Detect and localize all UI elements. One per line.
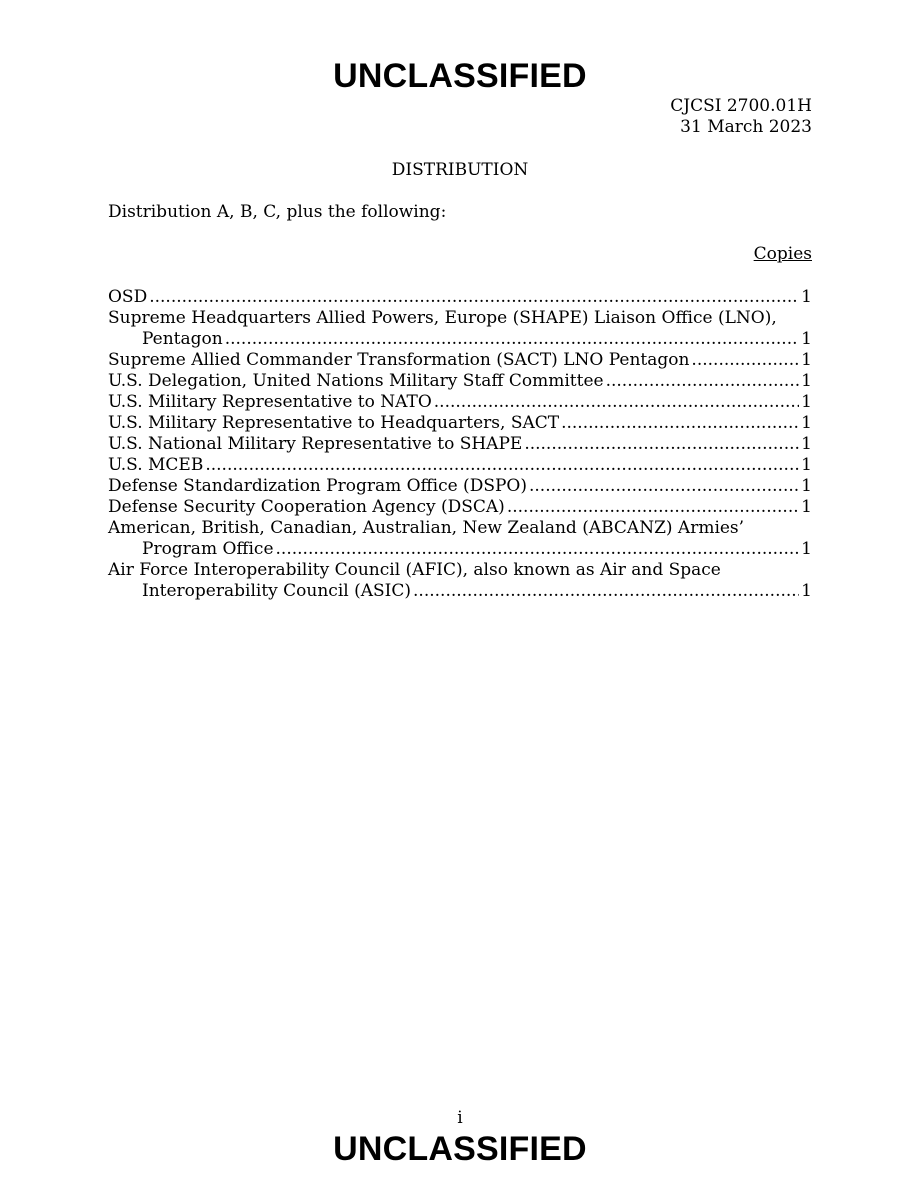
entry-recipient-text: Supreme Headquarters Allied Powers, Europe (SHAPE) Liaison Office (LNO),	[108, 308, 777, 328]
distribution-entry-line	[108, 350, 812, 371]
page-number: i	[457, 1108, 463, 1128]
distribution-entry-line	[108, 308, 812, 329]
classification-banner-top: UNCLASSIFIED	[333, 57, 587, 95]
entry-copies-count: 1	[801, 371, 812, 391]
distribution-entry-line	[108, 413, 812, 434]
entry-copies-count: 1	[801, 497, 812, 517]
dot-leader	[691, 350, 799, 371]
distribution-entry	[108, 476, 812, 497]
entry-copies-count: 1	[801, 434, 812, 454]
entry-copies-count: 1	[801, 476, 812, 496]
distribution-entry	[108, 392, 812, 413]
distribution-entry	[108, 413, 812, 434]
entry-copies-count: 1	[801, 392, 812, 412]
entry-recipient-text: U.S. National Military Representative to SHAPE	[108, 434, 523, 454]
distribution-entry	[108, 518, 812, 560]
distribution-entry-line	[108, 497, 812, 518]
distribution-entry-line	[108, 560, 812, 581]
entry-recipient-text: U.S. MCEB	[108, 455, 204, 475]
entry-recipient-text: U.S. Delegation, United Nations Military Staff Committee	[108, 371, 604, 391]
distribution-entry	[108, 308, 812, 350]
distribution-entry-line	[108, 581, 812, 602]
distribution-entry	[108, 560, 812, 602]
distribution-entry	[108, 350, 812, 371]
dot-leader	[225, 329, 799, 350]
distribution-intro: Distribution A, B, C, plus the following:	[108, 202, 447, 222]
dot-leader	[149, 287, 799, 308]
entry-recipient-text: Defense Security Cooperation Agency (DSCA)	[108, 497, 505, 517]
entry-recipient-text: U.S. Military Representative to NATO	[108, 392, 432, 412]
distribution-entry-line	[108, 434, 812, 455]
document-date: 31 March 2023	[680, 117, 812, 137]
dot-leader	[434, 392, 799, 413]
dot-leader	[507, 497, 799, 518]
entry-recipient-text: Supreme Allied Commander Transformation (SACT) LNO Pentagon	[108, 350, 690, 370]
entry-recipient-text: Air Force Interoperability Council (AFIC), also known as Air and Space	[108, 560, 721, 580]
entry-copies-count: 1	[801, 413, 812, 433]
entry-recipient-text: OSD	[108, 287, 148, 307]
dot-leader	[524, 434, 799, 455]
dot-leader	[413, 581, 799, 602]
distribution-entry-line	[108, 329, 812, 350]
distribution-entry-line	[108, 455, 812, 476]
entry-recipient-text: Program Office	[142, 539, 274, 559]
dot-leader	[529, 476, 799, 497]
distribution-entry-line	[108, 371, 812, 392]
distribution-entry	[108, 287, 812, 308]
entry-recipient-text: Pentagon	[142, 329, 223, 349]
document-number: CJCSI 2700.01H	[670, 96, 812, 116]
copies-column-header: Copies	[753, 244, 812, 264]
distribution-entry-line	[108, 287, 812, 308]
entry-copies-count: 1	[801, 581, 812, 601]
entry-copies-count: 1	[801, 329, 812, 349]
document-reference	[670, 96, 812, 138]
distribution-entry-line	[108, 518, 812, 539]
dot-leader	[276, 539, 800, 560]
entry-recipient-text: Interoperability Council (ASIC)	[142, 581, 412, 601]
entry-copies-count: 1	[801, 539, 812, 559]
distribution-entry	[108, 434, 812, 455]
dot-leader	[561, 413, 799, 434]
distribution-entry	[108, 371, 812, 392]
dot-leader	[606, 371, 800, 392]
dot-leader	[205, 455, 799, 476]
distribution-entry-line	[108, 539, 812, 560]
entry-recipient-text: U.S. Military Representative to Headquarters, SACT	[108, 413, 560, 433]
entry-recipient-text: American, British, Canadian, Australian, New Zealand (ABCANZ) Armies’	[108, 518, 745, 538]
section-title: DISTRIBUTION	[391, 160, 529, 180]
entry-copies-count: 1	[801, 350, 812, 370]
distribution-entry	[108, 497, 812, 518]
entry-copies-count: 1	[801, 455, 812, 475]
distribution-entry-line	[108, 476, 812, 497]
distribution-entry	[108, 455, 812, 476]
distribution-list	[108, 287, 812, 602]
entry-recipient-text: Defense Standardization Program Office (DSPO)	[108, 476, 527, 496]
classification-banner-bottom: UNCLASSIFIED	[333, 1130, 587, 1168]
entry-copies-count: 1	[801, 287, 812, 307]
distribution-entry-line	[108, 392, 812, 413]
